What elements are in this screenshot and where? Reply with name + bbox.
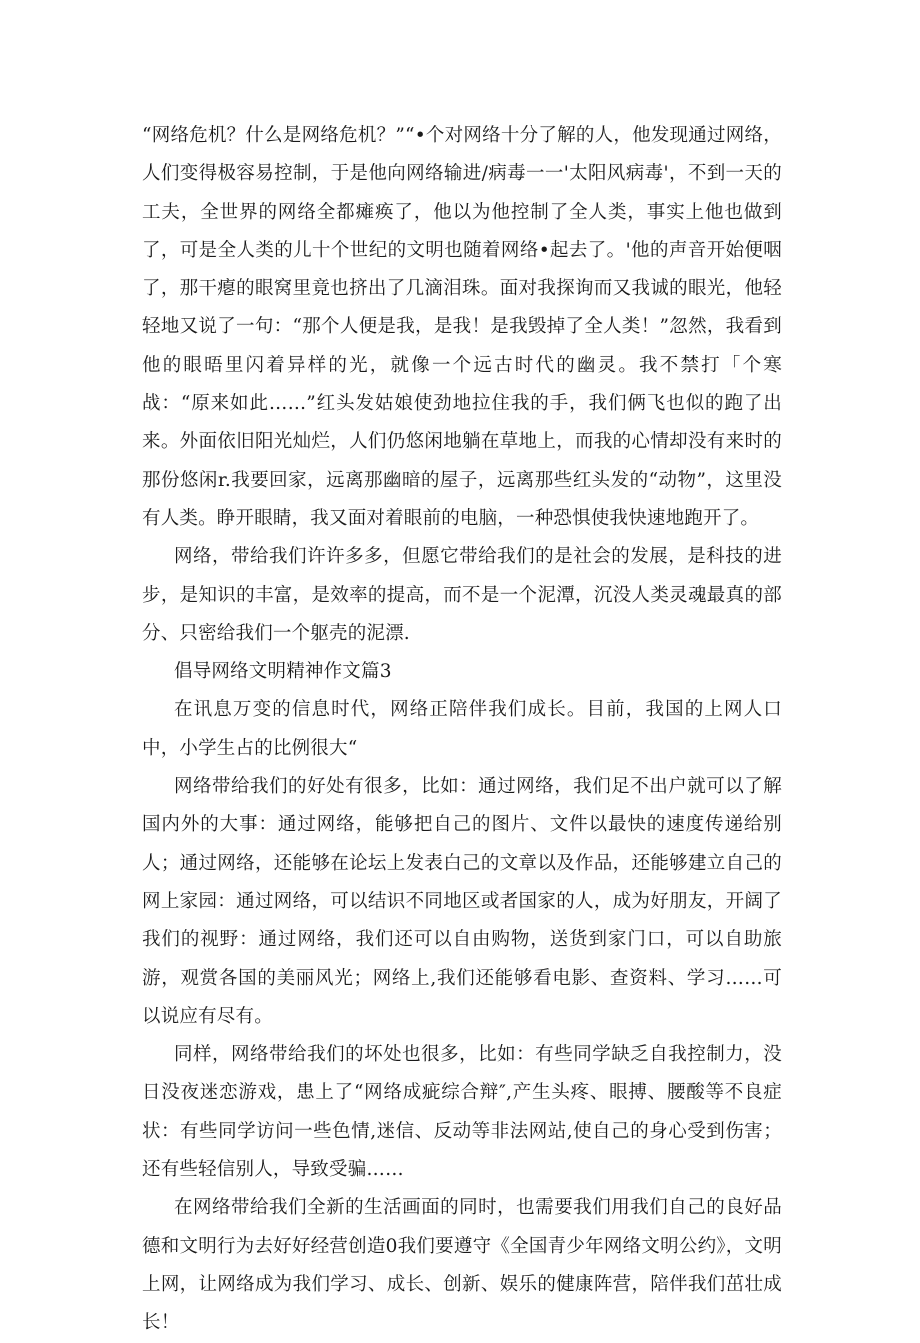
- section-title: 倡导网络文明精神作文篇3: [174, 661, 392, 683]
- paragraph-6: 在网络带给我们全新的生活画面的同时，也需要我们用我们自己的良好品德和文明行为去好好经营创造0我们要遵守《全国青少年网络文明公约》，文明上网，让网络成为我们学习、成长、创新、娱乐的健康阵营，陪伴我们茁壮成长！: [142, 1197, 782, 1334]
- paragraph-4: 网络带给我们的好处有很多，比如：通过网络，我们足不出户就可以了解国内外的大事：通过网络，能够把自己的图片、文件以最快的速度传递给别人；通过网络，还能够在论坛上发表白己的文章以及作品，还能够建立自己的网上家园：通过网络，可以结识不同地区或者国家的人，成为好朋友，开阔了我们的视野：通过网络，我们还可以自由购物，送货到家门口，可以自助旅游，观赏各国的美丽风光；网络上,我们还能够看电影、查资料、学习……可以说应有尽有。: [142, 776, 782, 1027]
- paragraph-5: 同样，网络带给我们的坏处也很多，比如：有些同学缺乏自我控制力，没日没夜迷恋游戏，患上了“网络成疵综合辩″,产生头疼、眼搏、腰酸等不良症状：有些同学访问一些色情,迷信、反动等非法网站,使自己的身心受到伤害；还有些轻信别人，导致受骗……: [142, 1044, 782, 1181]
- paragraph-2: 网络，带给我们许许多多，但愿它带给我们的是社会的发展，是科技的进步，是知识的丰富，是效率的提高，而不是一个泥潭，沉没人类灵魂最真的部分、只密给我们一个躯壳的泥漂.: [142, 546, 782, 644]
- paragraph-3: 在讯息万变的信息时代，网络正陪伴我们成长。目前，我国的上网人口中，小学生占的比例很大“: [142, 699, 782, 759]
- document-body: [142, 117, 782, 1343]
- paragraph-1: “网络危机？什么是网络危机？”“•个对网络十分了解的人，他发现通过网络，人们变得极容易控制，于是他向网络输进/病毒一一'太阳风病毒'，不到一天的工夫，全世界的网络全都瘫痪了，他以为他控制了全人类，事实上他也做到了，可是全人类的儿十个世纪的文明也随着网络•起去了。'他的声音开始便咽了，那干瘪的眼窝里竟也挤出了几滴泪珠。面对我探询而又我诚的眼光，他轻轻地又说了一句：“那个人便是我，是我！是我毁掉了全人类！”忽然，我看到他的眼晤里闪着异样的光，就像一个远古时代的幽灵。我不禁打「个寒战：“原来如此……”红头发姑娘使劲地拉住我的手，我们俩飞也似的跑了出来。外面依旧阳光灿烂，人们仍悠闲地躺在草地上，而我的心情却没有来时的那份悠闲r.我要回家，远离那幽暗的屋子，远离那些红头发的“动物”，这里没有人类。睁开眼睛，我又面对着眼前的电脑，一种恐惧使我快速地跑开了。: [142, 125, 782, 529]
